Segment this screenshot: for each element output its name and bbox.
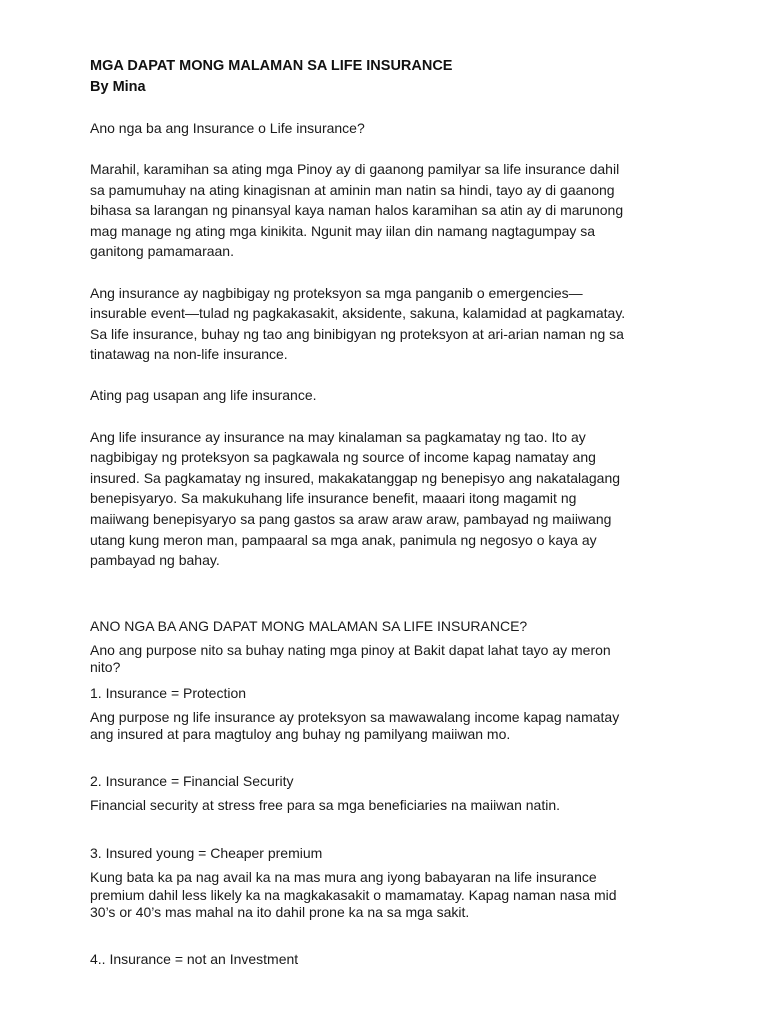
text-line: bihasa sa larangan ng pinansyal kaya naman halos karamihan sa atin ay di marunong [90, 202, 624, 219]
text-line: nagbibigay ng proteksyon sa pagkawala ng source of income kapag namatay ang [90, 449, 596, 466]
text-line: benepisyaryo. Sa makukuhang life insurance benefit, maaari itong magamit ng [90, 490, 577, 507]
intro-paragraph-4 [90, 427, 690, 571]
intro-question: Ano nga ba ang Insurance o Life insurance? [90, 120, 365, 136]
item-3-body [90, 869, 690, 922]
section-heading: ANO NGA BA ANG DAPAT MONG MALAMAN SA LIFE INSURANCE? [90, 617, 528, 634]
document-byline: By Mina [90, 79, 146, 95]
item-4-heading: 4.. Insurance = not an Investment [90, 950, 299, 967]
text-line: utang kung meron man, pampaaral sa mga anak, panimula ng negosyo o kaya ay [90, 531, 597, 548]
text-line: tinatawag na non-life insurance. [90, 346, 288, 363]
text-line: ang insured at para magtuloy ang buhay ng pamilyang maiiwan mo. [90, 726, 511, 743]
text-line: ganitong pamamaraan. [90, 243, 234, 260]
text-line: maiiwang benepisyaryo sa pang gastos sa araw araw araw, pambayad ng maiiwang [90, 510, 612, 527]
item-3-heading: 3. Insured young = Cheaper premium [90, 845, 323, 862]
text-line: insured. Sa pagkamatay ng insured, makakatanggap ng benepisyo ang nakatalagang [90, 469, 621, 486]
text-line: Financial security at stress free para sa mga beneficiaries na maiiwan natin. [90, 796, 560, 813]
text-line: mag manage ng ating mga kinikita. Ngunit may iilan din namang nagtagumpay sa [90, 222, 596, 239]
item-2-heading: 2. Insurance = Financial Security [90, 772, 294, 789]
text-line: pambayad ng bahay. [90, 552, 220, 569]
text-line: Kung bata ka pa nag avail ka na mas mura ang iyong babayaran na life insurance [90, 869, 597, 886]
text-line: Sa life insurance, buhay ng tao ang binibigyan ng proteksyon at ari-arian naman ng sa [90, 325, 624, 342]
text-line: Ang purpose ng life insurance ay proteksyon sa mawawalang income kapag namatay [90, 708, 620, 725]
text-line: Ano ang purpose nito sa buhay nating mga pinoy at Bakit dapat lahat tayo ay meron [90, 641, 611, 658]
text-line: Ang life insurance ay insurance na may kinalaman sa pagkamatay ng tao. Ito ay [90, 428, 586, 445]
item-1-body [90, 709, 690, 744]
document-page [90, 56, 690, 969]
text-line: nito? [90, 659, 121, 676]
text-line: 30’s or 40’s mas mahal na ito dahil prone ka na sa mga sakit. [90, 904, 470, 921]
section-question [90, 642, 690, 677]
document-title: MGA DAPAT MONG MALAMAN SA LIFE INSURANCE [90, 58, 453, 74]
intro-paragraph-3: Ating pag usapan ang life insurance. [90, 387, 317, 404]
text-line: Marahil, karamihan sa ating mga Pinoy ay di gaanong pamilyar sa life insurance dahil [90, 161, 620, 178]
text-line: premium dahil less likely ka na magkakasakit o mamamatay. Kapag naman nasa mid [90, 886, 617, 903]
intro-paragraph-2 [90, 283, 690, 365]
text-line: Ang insurance ay nagbibigay ng proteksyon sa mga panganib o emergencies— [90, 284, 583, 301]
item-2-body [90, 797, 690, 815]
text-line: insurable event—tulad ng pagkakasakit, aksidente, sakuna, kalamidad at pagkamatay. [90, 305, 626, 322]
item-1-heading: 1. Insurance = Protection [90, 684, 247, 701]
text-line: sa pamumuhay na ating kinagisnan at aminin man natin sa hindi, tayo ay di gaanong [90, 181, 615, 198]
intro-paragraph-1 [90, 159, 690, 262]
